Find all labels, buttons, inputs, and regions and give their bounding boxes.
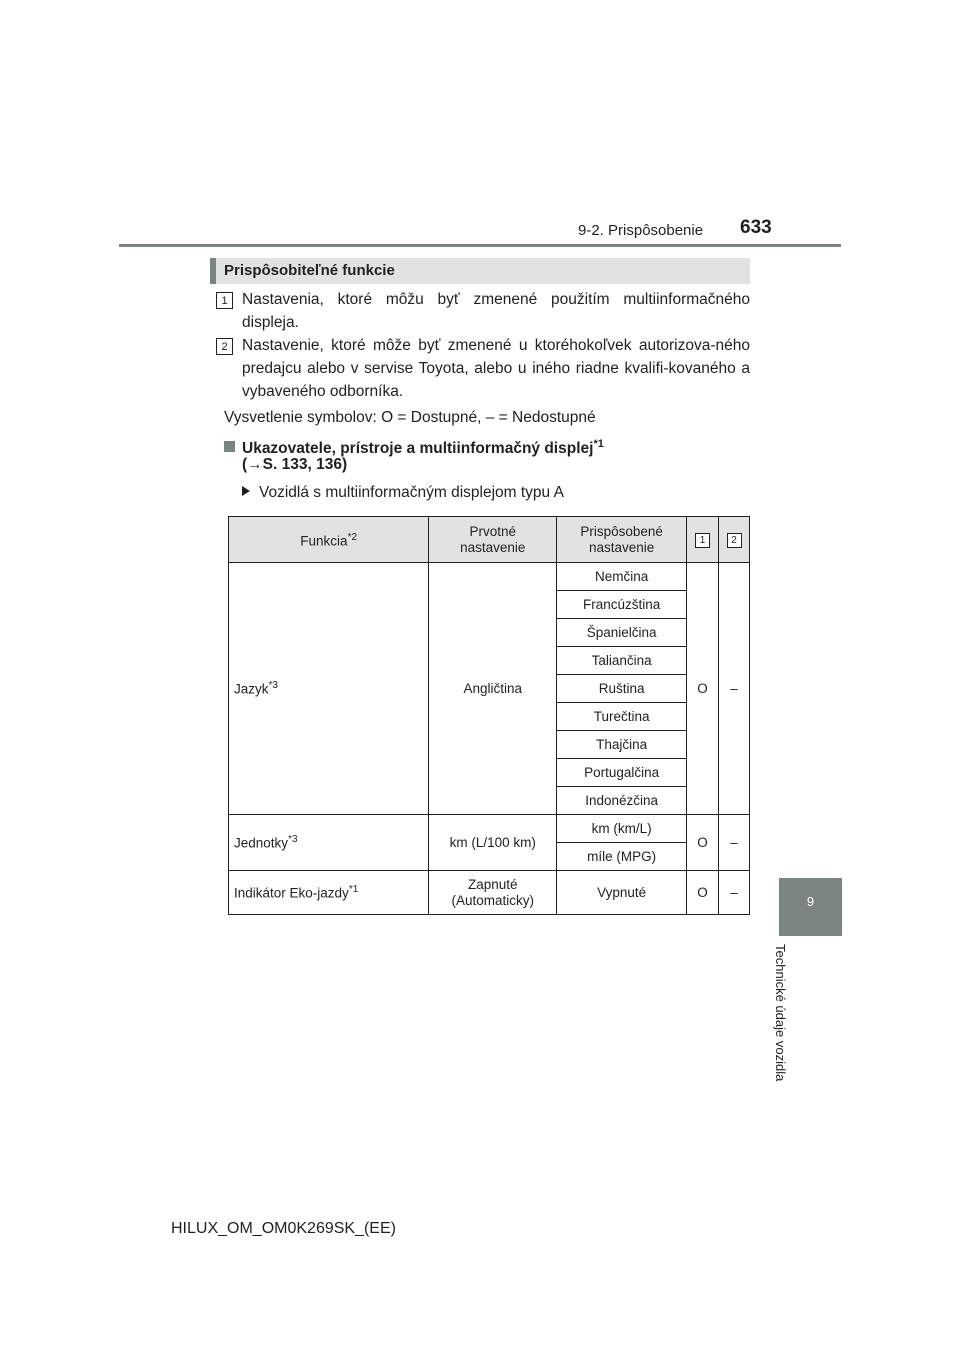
page-number: 633 <box>740 217 772 238</box>
section-title-bar <box>210 258 750 284</box>
header-badge-1: 1 <box>695 533 710 548</box>
chapter-number: 9 <box>806 894 815 909</box>
header-initial: Prvotné nastavenie <box>429 517 557 563</box>
intro-paragraph-1: Nastavenia, ktoré môžu byť zmenené použitím multiinformačného displeja. <box>242 291 750 331</box>
symbol-legend: Vysvetlenie symbolov: O = Dostupné, – = Nedostupné <box>224 409 596 426</box>
language-option: Thajčina <box>557 731 687 759</box>
eco-custom: Vypnuté <box>557 871 687 915</box>
section-title: Prispôsobiteľné funkcie <box>224 262 395 279</box>
units-col1: O <box>687 815 719 871</box>
header-function-mark: *2 <box>347 531 358 543</box>
number-badge-2: 2 <box>216 338 233 355</box>
header-function: Funkcia$^{*2}$ <box>229 517 429 563</box>
language-option: Francúzština <box>557 591 687 619</box>
square-bullet-icon <box>224 441 235 452</box>
chapter-label <box>773 944 806 1104</box>
number-badge-1: 1 <box>216 292 233 309</box>
language-option: Turečtina <box>557 703 687 731</box>
units-option: míle (MPG) <box>557 843 687 871</box>
customization-table <box>228 516 750 915</box>
heading-footnote-mark: *1 <box>593 438 604 450</box>
intro-paragraph-2: Nastavenie, ktoré môže byť zmenené u ktoréhokoľvek autorizova-ného predajcu alebo v servise Toyota, alebo u iného riadne kvalifi-kovaného a vybaveného odborníka. <box>242 337 750 400</box>
vehicle-variant-heading <box>242 484 564 502</box>
units-col2: – <box>719 815 750 871</box>
section-accent <box>210 258 216 284</box>
language-option: Taliančina <box>557 647 687 675</box>
document-footer: HILUX_OM_OM0K269SK_(EE) <box>171 1220 396 1237</box>
language-function: Jazyk$^{*3}$ <box>229 563 429 815</box>
table-header-row <box>229 517 750 563</box>
language-col1: O <box>687 563 719 815</box>
language-col2: – <box>719 563 750 815</box>
language-option: Nemčina <box>557 563 687 591</box>
eco-col1: O <box>687 871 719 915</box>
header-badge-2: 2 <box>727 533 742 548</box>
header-custom: Prispôsobené nastavenie <box>557 517 687 563</box>
units-option: km (km/L) <box>557 815 687 843</box>
units-mark: *3 <box>288 834 298 846</box>
language-option: Portugalčina <box>557 759 687 787</box>
table-row <box>229 563 750 591</box>
language-initial: Angličtina <box>429 563 557 815</box>
triangle-bullet-icon <box>242 486 250 496</box>
eco-initial-line2: (Automaticky) <box>451 892 535 908</box>
units-initial: km (L/100 km) <box>429 815 557 871</box>
language-mark: *3 <box>268 680 278 692</box>
units-function: Jednotky$^{*3}$ <box>229 815 429 871</box>
header-section-title: 9-2. Prispôsobenie <box>578 222 704 239</box>
language-option: Ruština <box>557 675 687 703</box>
variant-text: Vozidlá s multiinformačným displejom typu A <box>259 484 564 501</box>
chapter-label-text: Technické údaje vozidla <box>773 944 788 1082</box>
heading-text: Ukazovatele, prístroje a multiinformačný displej <box>242 440 594 458</box>
language-option: Španielčina <box>557 619 687 647</box>
eco-function: Indikátor Eko-jazdy$^{*1}$ <box>229 871 429 915</box>
eco-initial <box>429 871 557 915</box>
eco-col2: – <box>719 871 750 915</box>
eco-mark: *1 <box>348 884 359 896</box>
table-row <box>229 815 750 843</box>
header-col1 <box>687 517 719 563</box>
eco-initial-line1: Zapnuté <box>467 876 518 892</box>
page-reference[interactable]: (→S. 133, 136) <box>242 456 348 473</box>
header-col2 <box>719 517 750 563</box>
language-option: Indonézčina <box>557 787 687 815</box>
chapter-tab[interactable] <box>779 878 842 936</box>
header-divider <box>119 244 841 247</box>
table-row <box>229 871 750 915</box>
